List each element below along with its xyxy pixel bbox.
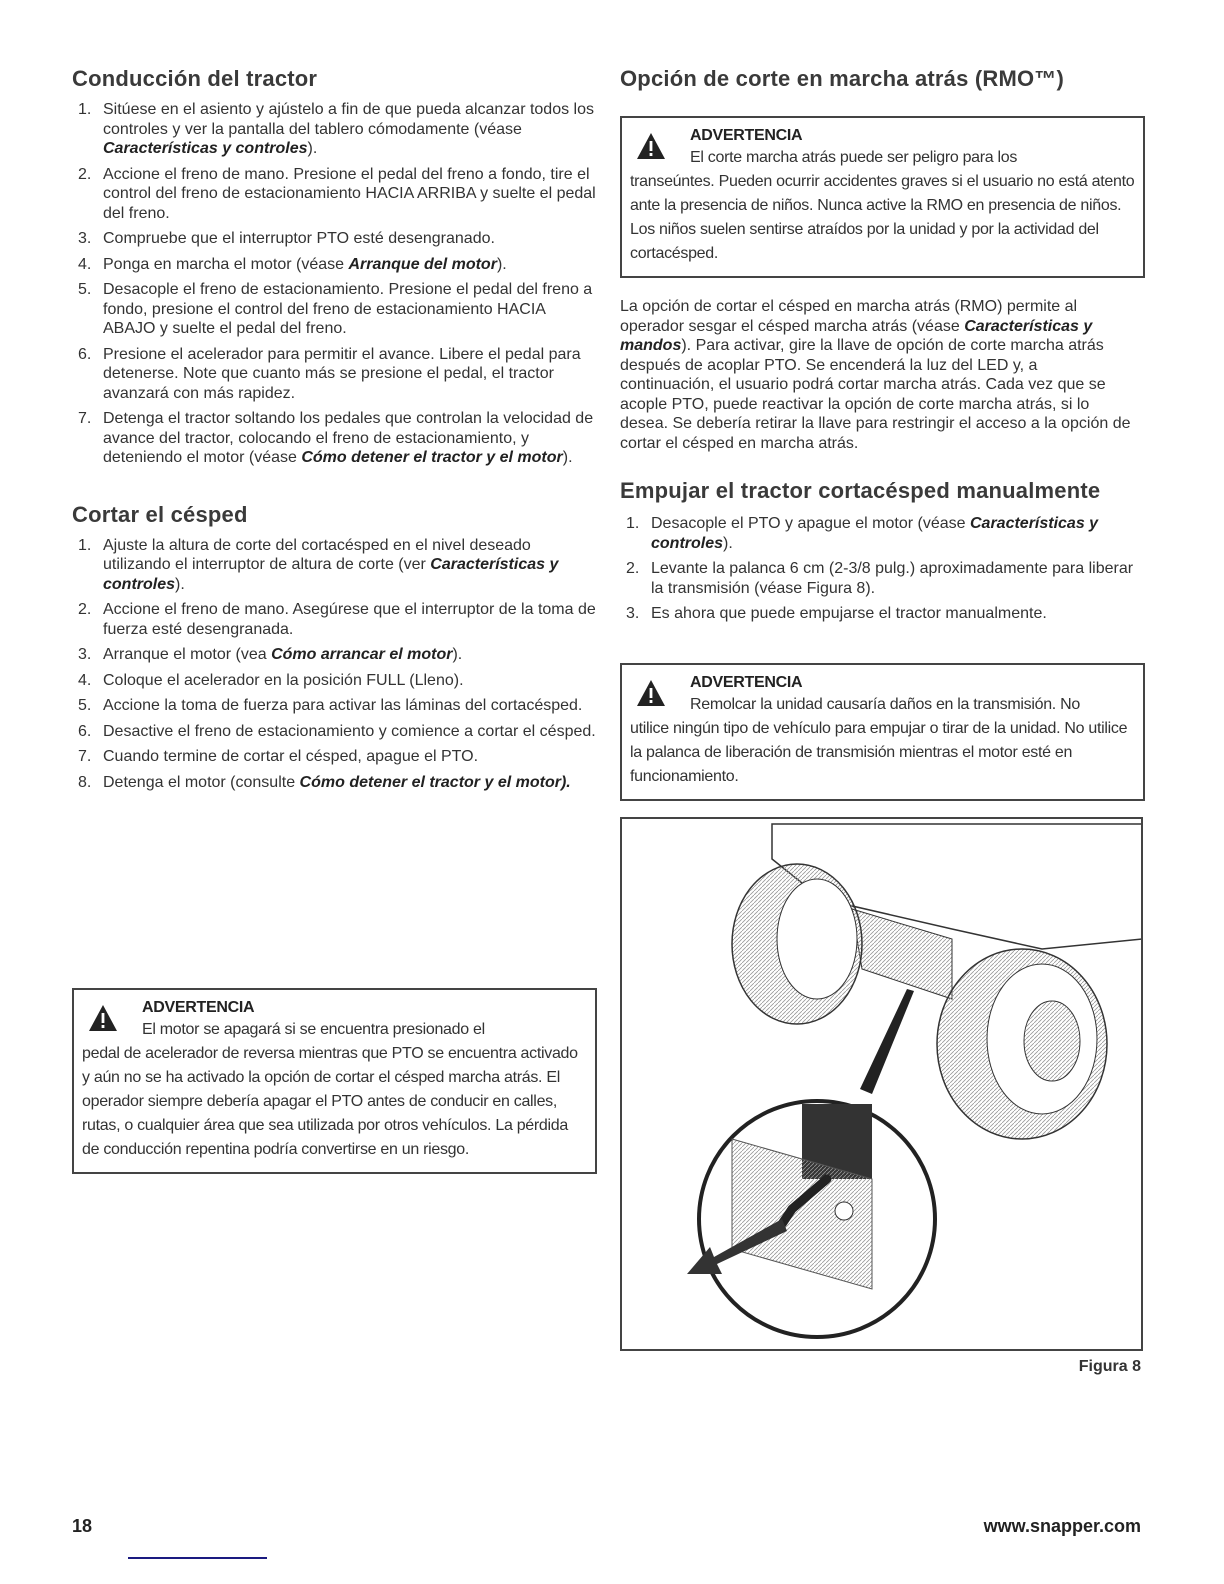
warning-box-motor: ADVERTENCIA El motor se apagará si se encuentra presionado el pedal de acelerador de reversa mientras que PTO se encuentra activado y aún no se ha activado la opción de cortar el césped marcha atrás. El operador siempre debería apagar el PTO antes de conducir en calles, rutas, o cualquier área que sea utilizada por otros vehículos. La pérdida de conducción repentina podría convertirse en un riesgo.	[72, 988, 597, 1174]
list-item: 2. Levante la palanca 6 cm (2-3/8 pulg.) aproximadamente para liberar la transmisión (véase Figura 8).	[626, 560, 1134, 597]
list-item: 3. Compruebe que el interruptor PTO esté desengranado.	[78, 230, 495, 247]
warning-triangle-icon	[88, 1004, 118, 1032]
reference-link: Características y controles	[103, 140, 308, 157]
empujar-steps	[620, 514, 1140, 624]
footer-rule	[128, 1557, 267, 1559]
warning-box-rmo: ADVERTENCIA El corte marcha atrás puede ser peligro para los transeúntes. Pueden ocurrir accidentes graves si el usuario no está atento ante la presencia de niños. Nunca active la RMO en presencia de niños. Los niños suelen sentirse atraídos por la unidad y por la actividad del cortacésped.	[620, 116, 1145, 278]
reference-link: Cómo detener el tractor y el motor).	[299, 773, 571, 791]
list-item: 1. Desacople el PTO y apague el motor (véase Características y controles).	[626, 515, 1099, 552]
list-item: 1. Sitúese en el asiento y ajústelo a fin de que pueda alcanzar todos los controles y ver la pantalla del tablero cómodamente (véase Características y controles).	[78, 101, 594, 157]
list-item: 3. Es ahora que puede empujarse el tractor manualmente.	[626, 605, 1047, 622]
figure-8-tractor-illustration	[620, 817, 1143, 1351]
reference-link: Cómo arrancar el motor	[271, 646, 453, 663]
figure-caption: Figura 8	[1078, 1358, 1141, 1375]
rmo-paragraph: La opción de cortar el césped en marcha atrás (RMO) permite al operador sesgar el césped marcha atrás (véase Características y mandos). Para activar, gire la llave de opción de corte marcha atrás después de acoplar PTO. Se encenderá la luz del LED y, a continuación, el usuario podrá cortar marcha atrás. Cada vez que se acople PTO, puede reactivar la opción de corte marcha atrás, si lo desea. Se debería retirar la llave para restringir el acceso a la opción de cortar el césped en marcha atrás.	[620, 298, 1131, 452]
section-title-rmo: Opción de corte en marcha atrás (RMO™)	[620, 66, 1065, 91]
empujar-section	[620, 478, 1140, 630]
list-item: 2. Accione el freno de mano. Presione el pedal del freno a fondo, tire el control del freno de estacionamiento HACIA ARRIBA y suelte el pedal del freno.	[78, 165, 596, 222]
list-item: 4. Ponga en marcha el motor (véase Arranque del motor).	[78, 255, 507, 273]
list-item: 2. Accione el freno de mano. Asegúrese que el interruptor de la toma de fuerza esté desengranada.	[78, 601, 596, 638]
reference-link: Arranque del motor	[348, 255, 497, 273]
cortar-steps	[72, 536, 596, 793]
website-url: www.snapper.com	[983, 1516, 1141, 1536]
list-item: 8. Detenga el motor (consulte Cómo detener el tractor y el motor).	[78, 773, 571, 791]
tractor-transmission-release-drawing	[622, 819, 1141, 1349]
reference-link: Cómo detener el tractor y el motor	[301, 449, 563, 466]
list-item: 5. Desacople el freno de estacionamiento. Presione el pedal del freno a fondo, presione el control del freno de estacionamiento HACIA ABAJO y suelte el pedal del freno.	[78, 281, 593, 337]
list-item: 5. Accione la toma de fuerza para activar las láminas del cortacésped.	[78, 697, 583, 714]
left-column	[72, 66, 596, 798]
reference-link: Características y controles	[651, 515, 1099, 552]
reference-link: Características y mandos	[620, 317, 1093, 354]
list-item: 4. Coloque el acelerador en la posición FULL (Lleno).	[78, 671, 464, 689]
conduccion-steps	[72, 100, 596, 468]
page-number: 18	[72, 1516, 93, 1536]
warning-triangle-icon	[636, 132, 666, 160]
list-item: 7. Detenga el tractor soltando los pedales que controlan la velocidad de avance del tractor, colocando el freno de estacionamiento, y deteniendo el motor (véase Cómo detener el tractor y el motor).	[78, 410, 594, 466]
reference-link: Características y controles	[103, 556, 559, 593]
section-title-cortar: Cortar el césped	[72, 501, 248, 527]
list-item: 6. Desactive el freno de estacionamiento y comience a cortar el césped.	[78, 722, 596, 740]
list-item: 6. Presione el acelerador para permitir el avance. Libere el pedal para detenerse. Note que cuanto más se presione el pedal, el tractor avanzará con más rapidez.	[78, 345, 581, 402]
section-title-conduccion: Conducción del tractor	[72, 66, 318, 91]
section-title-empujar: Empujar el tractor cortacésped manualmente	[620, 478, 1101, 503]
warning-box-transmision: ADVERTENCIA Remolcar la unidad causaría daños en la transmisión. No utilice ningún tipo de vehículo para empujar o tirar de la unidad. No utilice la palanca de liberación de transmisión mientras el motor esté en funcionamiento.	[620, 663, 1145, 801]
warning-triangle-icon	[636, 679, 666, 707]
warning-title: ADVERTENCIA	[142, 999, 255, 1016]
list-item: 3. Arranque el motor (vea Cómo arrancar el motor).	[78, 646, 463, 663]
list-item: 7. Cuando termine de cortar el césped, apague el PTO.	[78, 748, 479, 765]
list-item: 1. Ajuste la altura de corte del cortacésped en el nivel deseado utilizando el interruptor de altura de corte (ver Características y controles).	[78, 536, 559, 593]
